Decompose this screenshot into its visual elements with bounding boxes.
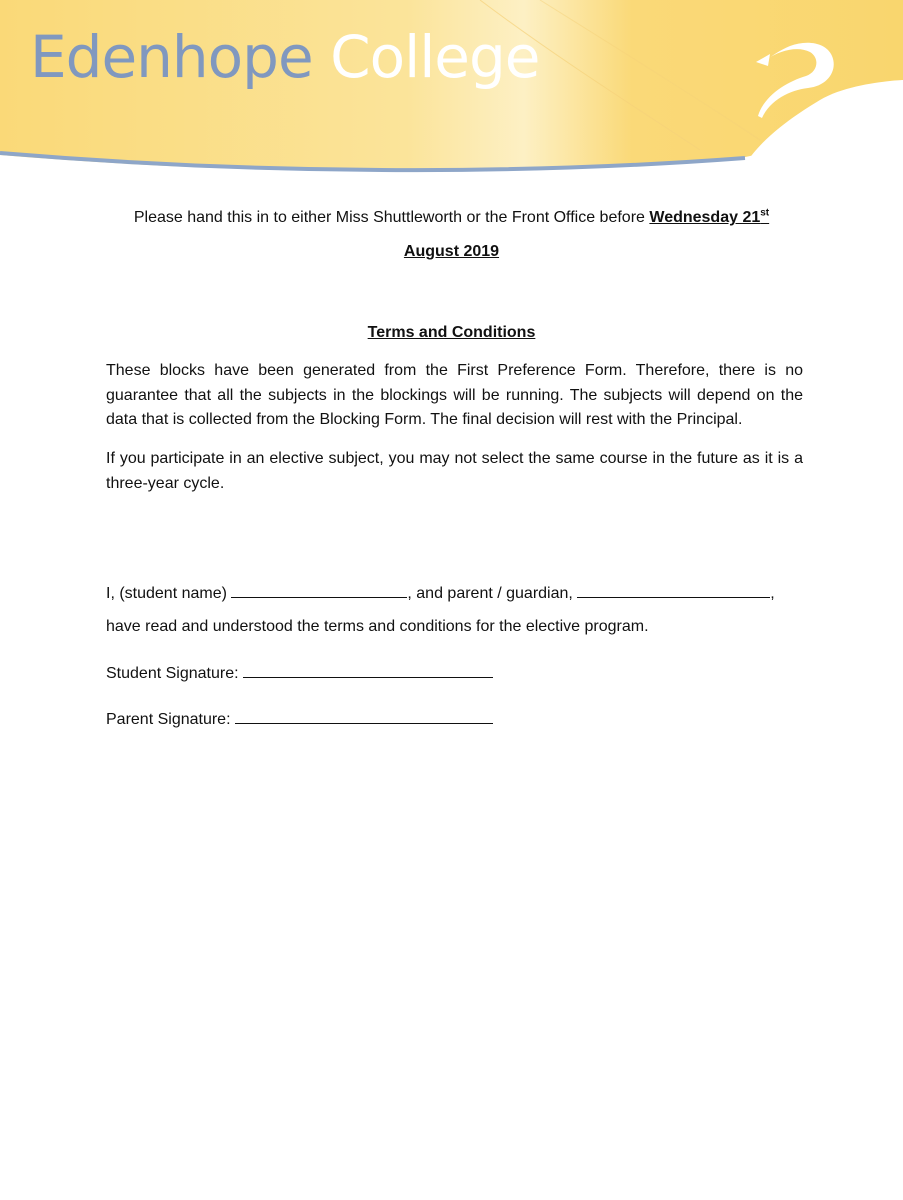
deadline-day: Wednesday 21 — [649, 209, 761, 226]
declaration-statement: have read and understood the terms and conditions for the elective program. — [106, 618, 649, 635]
student-signature-label: Student Signature: — [106, 665, 243, 682]
hand-in-notice-line2 — [0, 242, 903, 262]
student-signature-line — [106, 663, 493, 684]
logo-word-edenhope: Edenhope — [30, 23, 313, 91]
parent-signature-blank[interactable] — [235, 709, 493, 724]
student-name-blank[interactable] — [231, 583, 407, 598]
terms-heading: Terms and Conditions — [367, 324, 536, 341]
terms-paragraph-1: These blocks have been generated from the First Preference Form. Therefore, there is no guarantee that all the subjects in the blockings will be running. The subjects will depend on the data that is collected from the Blocking Form. The final decision will rest with the Principal. — [106, 362, 803, 428]
end-comma: , — [770, 585, 775, 602]
student-name-label: I, (student name) — [106, 585, 232, 602]
ordinal-suffix: st — [760, 207, 770, 219]
hand-in-notice-line1 — [0, 208, 903, 228]
parent-signature-label: Parent Signature: — [106, 711, 235, 728]
deadline-month-year: August 2019 — [403, 243, 500, 260]
declaration-names-line — [106, 583, 775, 604]
hand-in-text: Please hand this in to either Miss Shuttleworth or the Front Office before — [133, 209, 650, 226]
header-banner — [0, 0, 903, 185]
student-signature-blank[interactable] — [243, 663, 493, 678]
parent-name-blank[interactable] — [577, 583, 770, 598]
parent-signature-line — [106, 709, 493, 730]
deadline-date — [649, 209, 769, 226]
college-logo — [30, 23, 540, 91]
logo-word-college: College — [330, 23, 540, 91]
terms-paragraph-2: If you participate in an elective subject, you may not select the same course in the future as it is a three-year cycle. — [106, 450, 803, 492]
parent-name-label: , and parent / guardian, — [407, 585, 578, 602]
